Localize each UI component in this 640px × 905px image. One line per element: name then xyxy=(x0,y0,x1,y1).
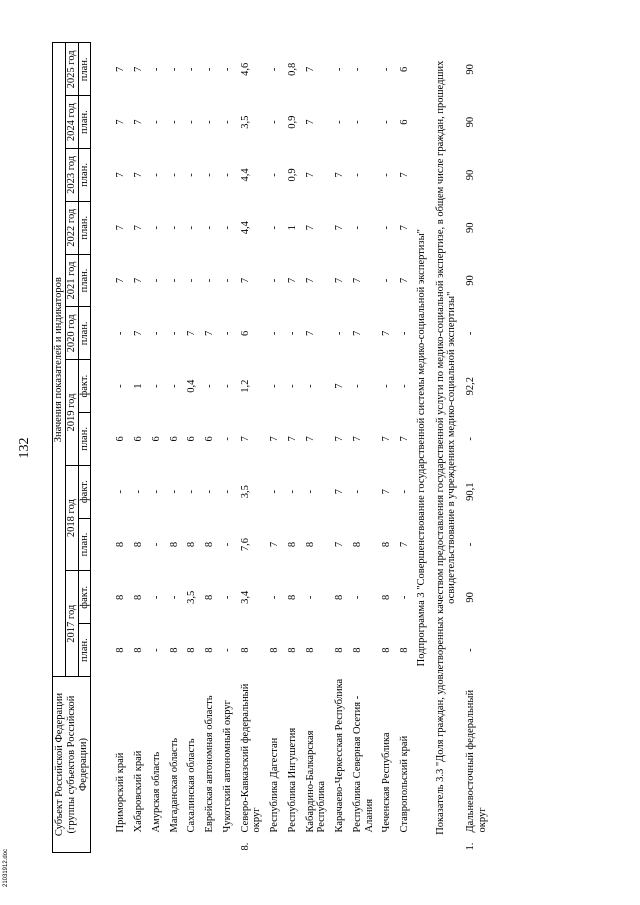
value-cell: 3,5 xyxy=(239,115,251,129)
year-header: 2020 год xyxy=(65,307,78,360)
indicators-table xyxy=(52,42,489,853)
value-cell: 7 xyxy=(133,277,144,284)
rotated-page xyxy=(17,43,616,853)
value-cell: - xyxy=(399,489,410,494)
row-index xyxy=(281,835,299,853)
value-cell: 6 xyxy=(399,119,410,125)
value-cell: 6 xyxy=(186,436,198,442)
value-cell: - xyxy=(269,384,280,388)
value-cell: 8 xyxy=(133,594,144,600)
value-cell: 7 xyxy=(239,436,251,442)
subject-name: Чукотский автономный округ xyxy=(221,700,233,833)
value-cell: - xyxy=(115,384,127,388)
subject-column-header: Субъект Российской Федерации (группы субъектов Российской Федерации) xyxy=(53,677,91,853)
subject-name: Республика Ингушетия xyxy=(286,727,298,833)
value-cell: 7 xyxy=(133,119,144,125)
value-cell: - xyxy=(150,595,162,600)
value-cell: 8 xyxy=(334,594,345,600)
value-cell: - xyxy=(221,120,233,124)
value-cell: - xyxy=(204,173,215,177)
value-cell: - xyxy=(150,542,162,547)
value-cell: 4,6 xyxy=(239,62,251,76)
value-cell: 7,6 xyxy=(239,537,251,552)
value-cell: 8 xyxy=(133,647,144,653)
value-cell: - xyxy=(204,120,215,124)
value-cell: 8 xyxy=(115,594,127,600)
value-cell: - xyxy=(351,120,363,124)
value-cell: 1 xyxy=(286,225,298,231)
table-row xyxy=(198,43,216,853)
value-cell: - xyxy=(221,595,233,600)
subject-name: Республика Северная Осетия - Алания xyxy=(351,695,375,833)
year-header: 2018 год xyxy=(65,465,78,571)
value-cell: - xyxy=(269,120,280,124)
value-cell: - xyxy=(186,173,198,177)
value-cell: 3,5 xyxy=(239,485,251,499)
table-row xyxy=(461,43,489,853)
value-cell: - xyxy=(269,278,280,283)
value-cell: 7 xyxy=(115,225,127,231)
subject-name: Еврейская автономная область xyxy=(204,695,215,833)
value-cell: 8 xyxy=(334,647,345,653)
value-cell: - xyxy=(186,225,198,230)
subject-name: Сахалинская область xyxy=(186,738,198,833)
row-index xyxy=(393,835,411,853)
value-cell: 90 xyxy=(465,116,476,128)
value-cell: 90 xyxy=(465,592,476,603)
value-cell: - xyxy=(351,173,363,177)
table-row xyxy=(299,43,329,853)
value-cell: 7 xyxy=(334,172,345,178)
value-cell: 8 xyxy=(115,647,127,653)
value-cell: 8 xyxy=(168,541,180,548)
subject-name: Северо-Кавказский федеральный округ xyxy=(239,683,263,833)
value-cell: 7 xyxy=(204,330,215,336)
value-cell: - xyxy=(186,120,198,124)
value-cell: 8 xyxy=(186,541,198,548)
value-cell: - xyxy=(150,67,162,72)
value-cell: 7 xyxy=(334,489,345,495)
plan-header: план. xyxy=(78,43,91,96)
row-index xyxy=(127,835,145,853)
value-cell: - xyxy=(269,595,280,600)
value-cell: - xyxy=(465,331,476,336)
value-cell: 6 xyxy=(204,436,215,442)
value-cell: - xyxy=(150,120,162,124)
year-header: 2023 год xyxy=(65,149,78,202)
value-cell: - xyxy=(351,67,363,72)
value-cell: - xyxy=(221,437,233,441)
value-cell: 90,1 xyxy=(465,482,476,501)
table-row xyxy=(180,43,198,853)
value-cell: - xyxy=(115,331,127,336)
value-cell: 8 xyxy=(381,647,393,653)
value-cell: 7 xyxy=(304,66,316,72)
value-cell: - xyxy=(204,384,215,388)
row-index xyxy=(163,835,181,853)
value-cell: - xyxy=(150,384,162,388)
value-cell: 7 xyxy=(334,383,345,389)
value-cell: - xyxy=(221,489,233,494)
value-cell: 7 xyxy=(115,119,127,125)
value-cell: - xyxy=(399,384,410,388)
value-cell: 8 xyxy=(286,594,298,600)
value-cell: - xyxy=(221,648,233,652)
value-cell: 6 xyxy=(399,66,410,72)
value-cell: - xyxy=(221,67,233,72)
value-cell: 8 xyxy=(204,647,215,653)
value-cell: 90 xyxy=(465,64,476,75)
value-cell: - xyxy=(221,542,233,547)
year-header: 2021 год xyxy=(65,254,78,307)
subject-name: Республика Дагестан xyxy=(269,737,280,833)
table-row xyxy=(234,43,264,853)
value-cell: - xyxy=(221,278,233,283)
value-cell: - xyxy=(168,384,180,388)
table-row xyxy=(281,43,299,853)
subject-name: Хабаровский край xyxy=(133,750,144,833)
value-cell: 0,4 xyxy=(186,379,198,393)
row-index xyxy=(299,835,329,853)
table-row xyxy=(91,43,127,853)
value-cell: - xyxy=(465,437,476,441)
value-cell: - xyxy=(150,173,162,177)
value-cell: 0,9 xyxy=(286,168,298,182)
value-cell: 90 xyxy=(465,169,476,181)
row-index xyxy=(180,835,198,853)
value-cell: - xyxy=(168,67,180,72)
subject-name: Магаданская область xyxy=(168,737,180,833)
value-cell: 7 xyxy=(186,330,198,336)
value-cell: - xyxy=(286,384,298,388)
value-cell: - xyxy=(381,384,393,388)
year-header: 2022 год xyxy=(65,201,78,254)
value-cell: - xyxy=(351,384,363,388)
subject-name: Амурская область xyxy=(150,751,162,833)
value-cell: - xyxy=(304,384,316,388)
value-cell: 92,2 xyxy=(465,376,476,396)
value-cell: - xyxy=(304,595,316,600)
value-cell: - xyxy=(334,331,345,336)
subject-name: Ставропольский край xyxy=(399,735,410,833)
value-cell: 6 xyxy=(168,436,180,442)
value-cell: 7 xyxy=(115,172,127,178)
document-code: 21031912.doc xyxy=(3,848,9,887)
value-cell: 8 xyxy=(286,647,298,653)
value-cell: - xyxy=(351,595,363,600)
value-cell: 7 xyxy=(351,277,363,284)
value-cell: 8 xyxy=(381,541,393,548)
value-cell: 1 xyxy=(133,383,144,389)
value-cell: 7 xyxy=(269,436,280,442)
value-cell: - xyxy=(150,648,162,652)
value-cell: 7 xyxy=(399,277,410,284)
value-cell: - xyxy=(168,225,180,230)
indicators-title: Значения показателей и индикаторов xyxy=(53,43,66,677)
value-cell: 7 xyxy=(381,436,393,442)
value-cell: 7 xyxy=(399,172,410,178)
value-cell: 8 xyxy=(304,541,316,548)
value-cell: 6 xyxy=(150,436,162,442)
value-cell: - xyxy=(221,173,233,177)
value-cell: - xyxy=(150,225,162,230)
row-index: 8. xyxy=(239,842,251,851)
year-header: 2025 год xyxy=(65,43,78,96)
value-cell: - xyxy=(465,648,476,652)
row-index xyxy=(145,835,163,853)
row-index xyxy=(375,835,393,853)
value-cell: 7 xyxy=(133,330,144,336)
value-cell: 8 xyxy=(115,541,127,548)
value-cell: 7 xyxy=(269,541,280,548)
value-cell: - xyxy=(269,67,280,72)
plan-header: план. xyxy=(78,96,91,149)
table-row xyxy=(263,43,281,853)
value-cell: 7 xyxy=(334,436,345,442)
value-cell: 7 xyxy=(133,172,144,178)
table-row xyxy=(375,43,393,853)
value-cell: 8 xyxy=(381,594,393,600)
value-cell: - xyxy=(168,489,180,494)
value-cell: - xyxy=(115,489,127,494)
plan-header: план. xyxy=(78,413,91,466)
value-cell: - xyxy=(381,120,393,124)
value-cell: - xyxy=(221,331,233,336)
value-cell: 7 xyxy=(115,66,127,72)
value-cell: 7 xyxy=(133,66,144,72)
value-cell: 8 xyxy=(286,541,298,548)
table-row xyxy=(145,43,163,853)
value-cell: - xyxy=(465,542,476,547)
subject-name: Кабардино-Балкарская Республика xyxy=(304,730,328,833)
value-cell: 7 xyxy=(399,541,410,548)
plan-header: план. xyxy=(78,307,91,360)
value-cell: 4,4 xyxy=(239,221,251,235)
value-cell: 8 xyxy=(399,647,410,653)
row-index: 1. xyxy=(465,842,476,851)
subject-name: Чеченская Республика xyxy=(381,732,393,833)
value-cell: - xyxy=(221,225,233,230)
value-cell: 8 xyxy=(351,541,363,548)
value-cell: 7 xyxy=(351,436,363,442)
value-cell: 8 xyxy=(239,647,251,653)
indicator-title: Показатель 3.3 "Доля граждан, удовлетворенных качеством предоставления государственной услуги по медико-социальной экспертизе, в общем числе граждан, прошедших освидетельствование в учреждениях медико-социальной экспертизы" xyxy=(434,60,458,835)
value-cell: - xyxy=(150,331,162,336)
value-cell: 0,8 xyxy=(286,62,298,76)
value-cell: - xyxy=(269,225,280,230)
value-cell: 7 xyxy=(381,489,393,495)
value-cell: 7 xyxy=(334,541,345,548)
value-cell: 7 xyxy=(304,172,316,178)
value-cell: 6 xyxy=(239,330,251,336)
value-cell: - xyxy=(399,331,410,336)
value-cell: 8 xyxy=(168,647,180,653)
plan-header: план. xyxy=(78,254,91,307)
table-row xyxy=(127,43,145,853)
value-cell: 7 xyxy=(304,330,316,336)
subject-name: Приморский край xyxy=(115,752,127,833)
value-cell: - xyxy=(351,489,363,494)
row-index xyxy=(263,835,281,853)
value-cell: - xyxy=(351,225,363,230)
value-cell: - xyxy=(168,173,180,177)
value-cell: 6 xyxy=(115,436,127,442)
year-header: 2017 год xyxy=(65,571,78,677)
value-cell: - xyxy=(269,331,280,336)
value-cell: 0,9 xyxy=(286,115,298,129)
value-cell: - xyxy=(204,225,215,230)
value-cell: 90 xyxy=(465,275,476,286)
value-cell: 8 xyxy=(204,594,215,600)
value-cell: - xyxy=(304,489,316,494)
value-cell: - xyxy=(334,120,345,124)
value-cell: 7 xyxy=(399,436,410,442)
value-cell: - xyxy=(381,67,393,72)
value-cell: - xyxy=(381,225,393,230)
row-index xyxy=(91,835,127,853)
value-cell: - xyxy=(221,384,233,388)
value-cell: - xyxy=(204,67,215,72)
plan-header: план. xyxy=(78,201,91,254)
value-cell: 3,5 xyxy=(186,590,198,604)
plan-header: план. xyxy=(78,624,91,677)
value-cell: 1,2 xyxy=(239,379,251,393)
value-cell: - xyxy=(168,278,180,283)
value-cell: 8 xyxy=(204,541,215,548)
fact-header: факт. xyxy=(78,571,91,624)
value-cell: - xyxy=(381,278,393,283)
table-row xyxy=(216,43,234,853)
fact-header: факт. xyxy=(78,465,91,518)
value-cell: - xyxy=(399,595,410,600)
fact-header: факт. xyxy=(78,360,91,413)
page-number: 132 xyxy=(17,437,32,459)
value-cell: 7 xyxy=(334,277,345,284)
value-cell: 8 xyxy=(186,647,198,653)
row-index xyxy=(198,835,216,853)
value-cell: - xyxy=(150,278,162,283)
value-cell: 7 xyxy=(304,436,316,442)
value-cell: - xyxy=(186,489,198,494)
value-cell: 7 xyxy=(304,277,316,284)
value-cell: - xyxy=(381,173,393,177)
value-cell: - xyxy=(286,489,298,494)
value-cell: 7 xyxy=(351,330,363,336)
value-cell: - xyxy=(286,331,298,336)
value-cell: 8 xyxy=(269,647,280,653)
value-cell: 90 xyxy=(465,222,476,233)
table-row xyxy=(328,43,346,853)
value-cell: 7 xyxy=(304,119,316,125)
value-cell: 8 xyxy=(304,647,316,653)
value-cell: - xyxy=(334,67,345,72)
subject-name: Дальневосточный федеральный округ xyxy=(465,689,488,833)
value-cell: - xyxy=(168,120,180,124)
value-cell: 7 xyxy=(381,330,393,336)
value-cell: 7 xyxy=(286,277,298,284)
value-cell: 8 xyxy=(351,647,363,653)
value-cell: - xyxy=(168,595,180,600)
value-cell: - xyxy=(133,489,144,494)
value-cell: 7 xyxy=(399,225,410,231)
subject-name: Карачаево-Черкесская Республика xyxy=(334,678,345,833)
year-header: 2019 год xyxy=(65,360,78,466)
value-cell: 7 xyxy=(133,225,144,231)
value-cell: 7 xyxy=(334,225,345,231)
row-index xyxy=(346,835,376,853)
value-cell: - xyxy=(269,173,280,177)
row-index xyxy=(328,835,346,853)
plan-header: план. xyxy=(78,518,91,571)
value-cell: - xyxy=(204,489,215,494)
value-cell: 8 xyxy=(133,541,144,548)
value-cell: 7 xyxy=(304,225,316,231)
value-cell: 7 xyxy=(286,436,298,442)
row-index xyxy=(216,835,234,853)
table-row xyxy=(163,43,181,853)
value-cell: 3,4 xyxy=(239,590,251,604)
value-cell: 6 xyxy=(133,436,144,442)
value-cell: 4,4 xyxy=(239,168,251,182)
value-cell: - xyxy=(269,489,280,494)
value-cell: 7 xyxy=(239,277,251,284)
subprogram-title: Подпрограмма 3 "Совершенствование государственной системы медико-социальной экспертизы" xyxy=(415,229,427,667)
value-cell: - xyxy=(186,278,198,283)
table-row xyxy=(346,43,376,853)
year-header: 2024 год xyxy=(65,96,78,149)
value-cell: - xyxy=(150,489,162,494)
plan-header: план. xyxy=(78,149,91,202)
table-row xyxy=(393,43,411,853)
value-cell: - xyxy=(168,331,180,336)
value-cell: - xyxy=(186,67,198,72)
value-cell: 7 xyxy=(115,277,127,284)
value-cell: - xyxy=(204,278,215,283)
